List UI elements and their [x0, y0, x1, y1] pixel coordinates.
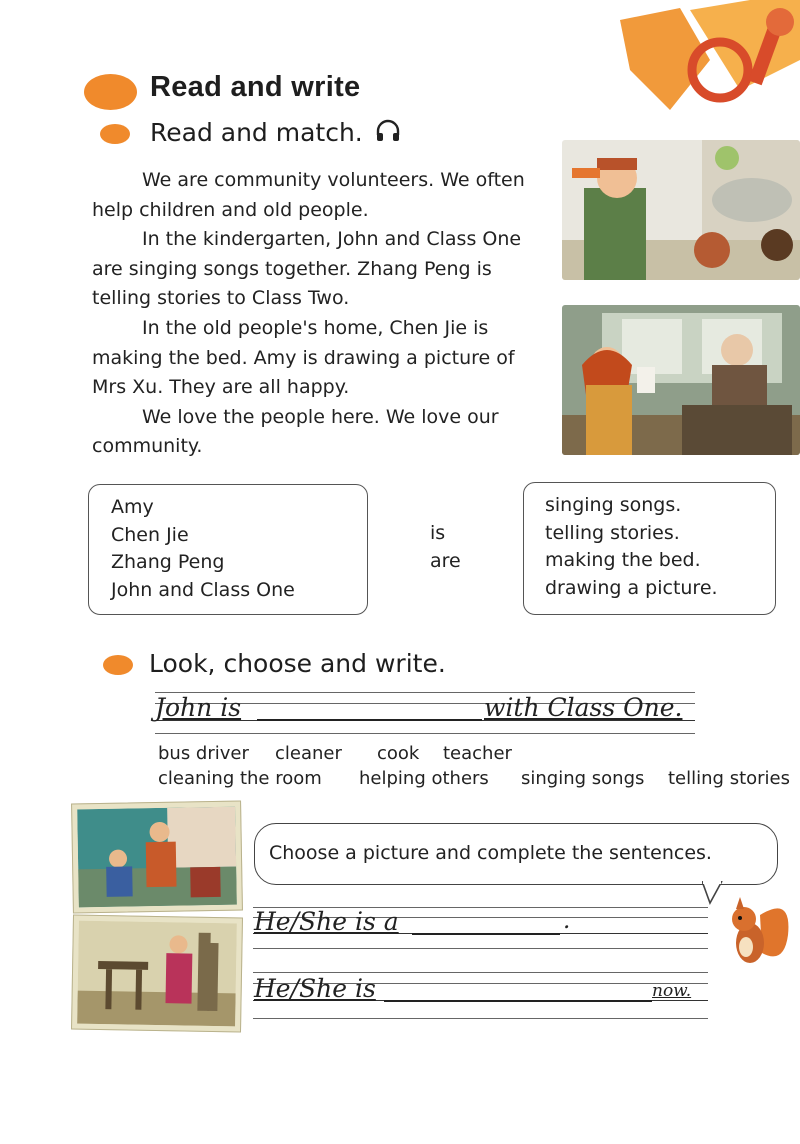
- action-item[interactable]: drawing a picture.: [545, 576, 718, 599]
- section-title: Read and write: [150, 71, 361, 103]
- sentence1-prefix: He/She is a: [254, 907, 399, 936]
- old-peoples-home-picture: [562, 305, 800, 455]
- headphones-icon[interactable]: [375, 119, 401, 149]
- word-bank-item: singing songs: [521, 768, 645, 789]
- example-prefix: John is: [155, 693, 242, 722]
- section-bullet: [84, 74, 137, 110]
- activity2-title: Look, choose and write.: [149, 649, 446, 678]
- word-bank-item: bus driver: [158, 743, 249, 764]
- kindergarten-picture: [562, 140, 800, 280]
- passage-paragraph-1: We are community volunteers. We often help children and old people.: [92, 169, 525, 221]
- activity2-bullet: [103, 655, 133, 675]
- word-bank-item: teacher: [443, 743, 512, 764]
- speech-bubble: [254, 823, 778, 885]
- word-bank-item: cleaning the room: [158, 768, 322, 789]
- word-bank-item: telling stories: [668, 768, 790, 789]
- picture-card-2[interactable]: [71, 915, 243, 1033]
- speech-bubble-text: Choose a picture and complete the sentences.: [269, 842, 712, 864]
- subjects-box: [88, 484, 368, 615]
- verb-are: are: [430, 550, 461, 572]
- picture-card-1[interactable]: [71, 801, 243, 914]
- word-bank-item: cook: [377, 743, 420, 764]
- sentence2-prefix: He/She is: [254, 974, 376, 1003]
- action-item[interactable]: singing songs.: [545, 494, 682, 516]
- writing-line: [253, 1018, 708, 1019]
- subject-item[interactable]: Chen Jie: [111, 523, 189, 546]
- subject-item[interactable]: John and Class One: [111, 578, 295, 601]
- reading-passage: [92, 166, 544, 462]
- verb-is: is: [430, 522, 446, 544]
- squirrel-icon: [722, 895, 792, 975]
- example-suffix: with Class One.: [484, 693, 683, 722]
- action-item[interactable]: telling stories.: [545, 521, 680, 544]
- writing-line: [253, 948, 708, 949]
- subject-item[interactable]: Amy: [111, 496, 154, 518]
- activity1-title-text: Read and match.: [150, 118, 363, 147]
- activity1-title: [150, 118, 401, 149]
- subject-item[interactable]: Zhang Peng: [111, 551, 225, 573]
- passage-paragraph-4: We love the people here. We love our community.: [92, 405, 499, 458]
- passage-paragraph-2: In the kindergarten, John and Class One are singing songs together. Zhang Peng is telling stories to Class Two.: [92, 228, 522, 310]
- sentence2-suffix: now.: [652, 981, 692, 1001]
- corner-illustration: [600, 0, 800, 120]
- sentence2-blank[interactable]: [384, 1000, 652, 1002]
- word-bank-item: cleaner: [275, 743, 342, 764]
- passage-paragraph-3: In the old people's home, Chen Jie is making the bed. Amy is drawing a picture of Mrs Xu. They are all happy.: [92, 316, 515, 399]
- activity1-bullet: [100, 124, 130, 144]
- sentence1-blank[interactable]: [412, 933, 560, 935]
- word-bank-item: helping others: [359, 768, 489, 789]
- actions-box: [523, 482, 776, 615]
- action-item[interactable]: making the bed.: [545, 549, 701, 571]
- sentence1-suffix: .: [563, 908, 571, 934]
- example-blank[interactable]: [257, 719, 482, 721]
- writing-line: [155, 733, 695, 734]
- writing-line: [253, 972, 708, 973]
